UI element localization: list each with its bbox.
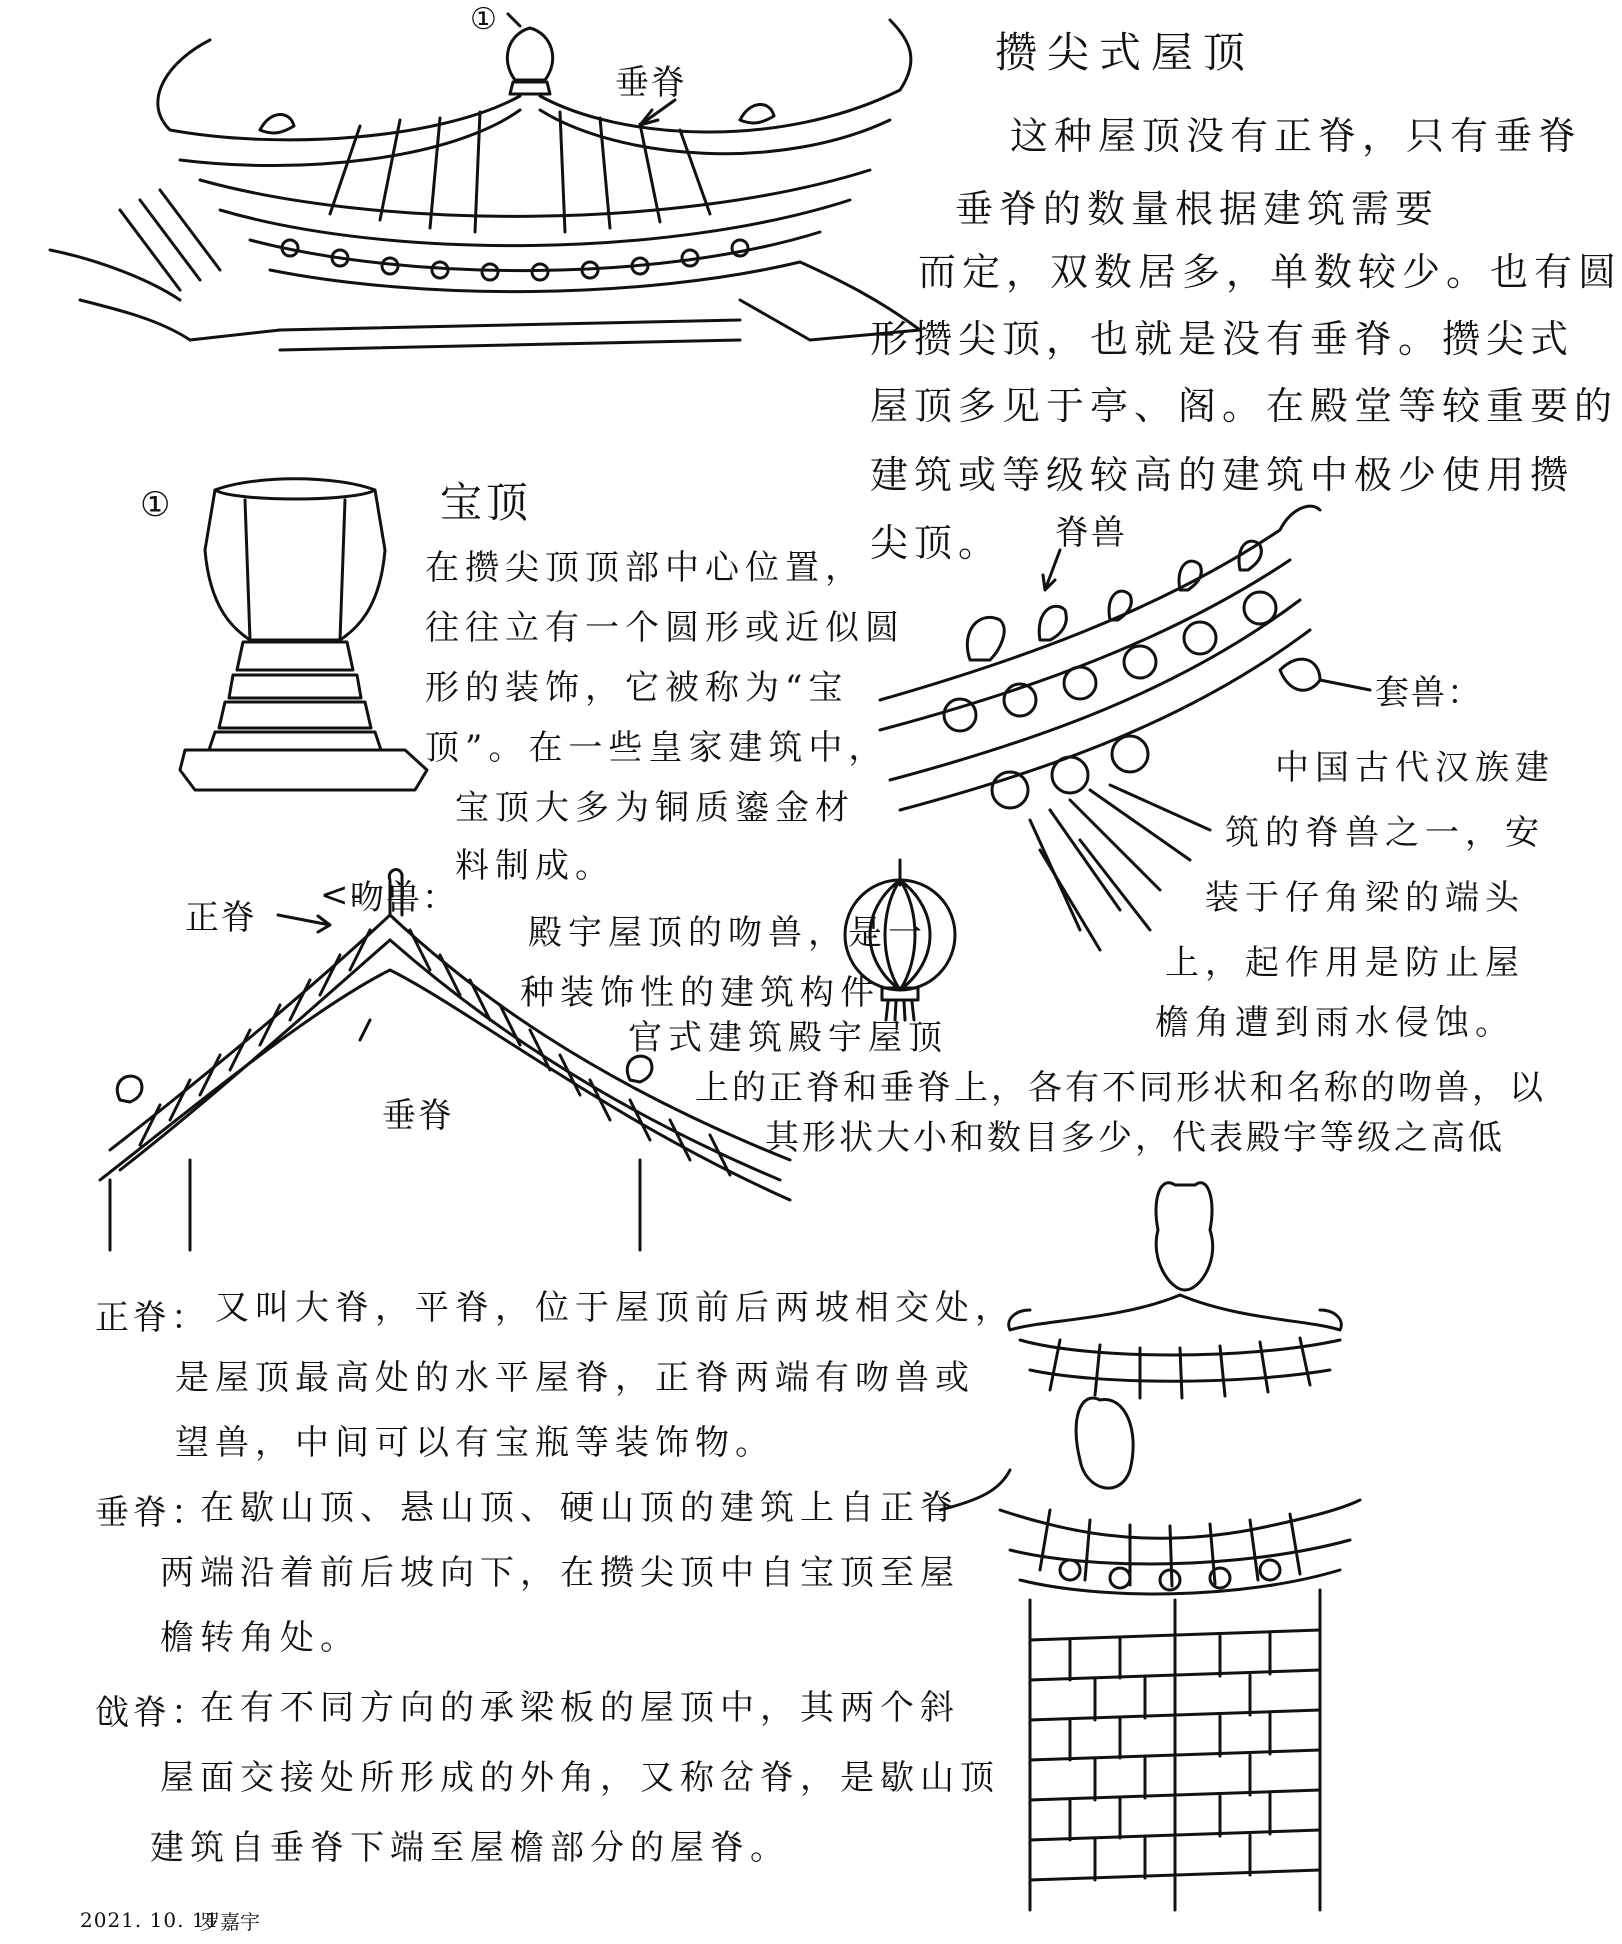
wenshou-line-5: 其形状大小和数目多少，代表殿宇等级之高低 (765, 1118, 1505, 1158)
baoding-line-4: 顶”。在一些皇家建筑中， (425, 728, 889, 768)
taoshou-line-5: 檐角遭到雨水侵蚀。 (1155, 1003, 1515, 1043)
label-jishou: 脊兽 (1055, 513, 1127, 553)
def-chuiji-line-3: 檐转角处。 (160, 1618, 360, 1658)
def-qiangji-line-3: 建筑自垂脊下端至屋檐部分的屋脊。 (150, 1828, 790, 1868)
page-title: 攒尖式屋顶 (995, 28, 1256, 77)
intro-line-6: 建筑或等级较高的建筑中极少使用攒 (870, 453, 1575, 497)
wenshou-marker: <- (320, 875, 364, 915)
baoding-line-5: 宝顶大多为铜质鎏金材 (455, 788, 855, 828)
baoding-sketch (175, 470, 435, 800)
wenshou-line-1: 殿宇屋顶的吻兽，是一 (528, 913, 928, 953)
baoding-marker: ① (140, 485, 171, 525)
wenshou-line-3: 官式建筑殿宇屋顶 (628, 1018, 948, 1058)
baoding-line-3: 形的装饰，它被称为“宝 (425, 668, 849, 708)
def-chuiji-line-2: 两端沿着前后坡向下，在攒尖顶中自宝顶至屋 (160, 1553, 960, 1593)
wenshou-line-2: 种装饰性的建筑构件 (520, 973, 880, 1013)
baoding-line-6: 料制成。 (455, 846, 615, 886)
label-taoshou: 套兽： (1375, 673, 1483, 713)
taoshou-line-1: 中国古代汉族建 (1275, 748, 1555, 788)
def-chuiji-line-1: 在歇山顶、悬山顶、硬山顶的建筑上自正脊 (200, 1488, 960, 1528)
def-zhengji-line-2: 是屋顶最高处的水平屋脊，正脊两端有吻兽或 (175, 1358, 975, 1398)
taoshou-line-3: 装于仔角梁的端头 (1205, 878, 1525, 918)
footer-signature: 罗嘉宇 (200, 1910, 260, 1934)
def-zhengji-line-1: 又叫大脊，平脊，位于屋顶前后两坡相交处， (215, 1288, 1015, 1328)
figure1-marker: ① (470, 2, 499, 37)
taoshou-line-4: 上，起作用是防止屋 (1165, 943, 1525, 983)
baoding-line-2: 往往立有一个圆形或近似圆 (425, 608, 905, 648)
pavilion-roof-sketch (20, 0, 980, 400)
label-chuiji-top: 垂脊 (615, 63, 687, 103)
def-zhengji-term: 正脊： (95, 1298, 209, 1338)
footer-date: 2021. 10. 11 (80, 1908, 220, 1932)
corner-tower-sketch (920, 1170, 1420, 1930)
baoding-line-1: 在攒尖顶顶部中心位置， (425, 548, 865, 588)
label-chuiji-gable: 垂脊 (382, 1096, 454, 1136)
def-chuiji-term: 垂脊： (95, 1493, 209, 1533)
baoding-title: 宝顶 (440, 478, 533, 527)
intro-line-2: 垂脊的数量根据建筑需要 (955, 187, 1440, 231)
def-qiangji-line-1: 在有不同方向的承梁板的屋顶中，其两个斜 (200, 1688, 960, 1728)
intro-line-4: 形攒尖顶，也就是没有垂脊。攒尖式 (870, 317, 1575, 361)
label-zhengji: 正脊 (185, 898, 257, 938)
def-qiangji-term: 戗脊： (95, 1693, 209, 1733)
def-zhengji-line-3: 望兽，中间可以有宝瓶等装饰物。 (175, 1423, 775, 1463)
wenshou-line-4: 上的正脊和垂脊上，各有不同形状和名称的吻兽，以 (695, 1068, 1546, 1108)
intro-line-1: 这种屋顶没有正脊，只有垂脊 (1010, 114, 1583, 158)
intro-line-5: 屋顶多见于亭、阁。在殿堂等较重要的 (870, 384, 1619, 428)
label-wenshou: 吻兽： (350, 878, 458, 918)
intro-line-7: 尖顶。 (870, 521, 1003, 565)
intro-line-3: 而定，双数居多，单数较少。也有圆 (918, 250, 1622, 294)
def-qiangji-line-2: 屋面交接处所形成的外角，又称岔脊，是歇山顶 (160, 1758, 1000, 1798)
taoshou-line-2: 筑的脊兽之一，安 (1225, 813, 1545, 853)
